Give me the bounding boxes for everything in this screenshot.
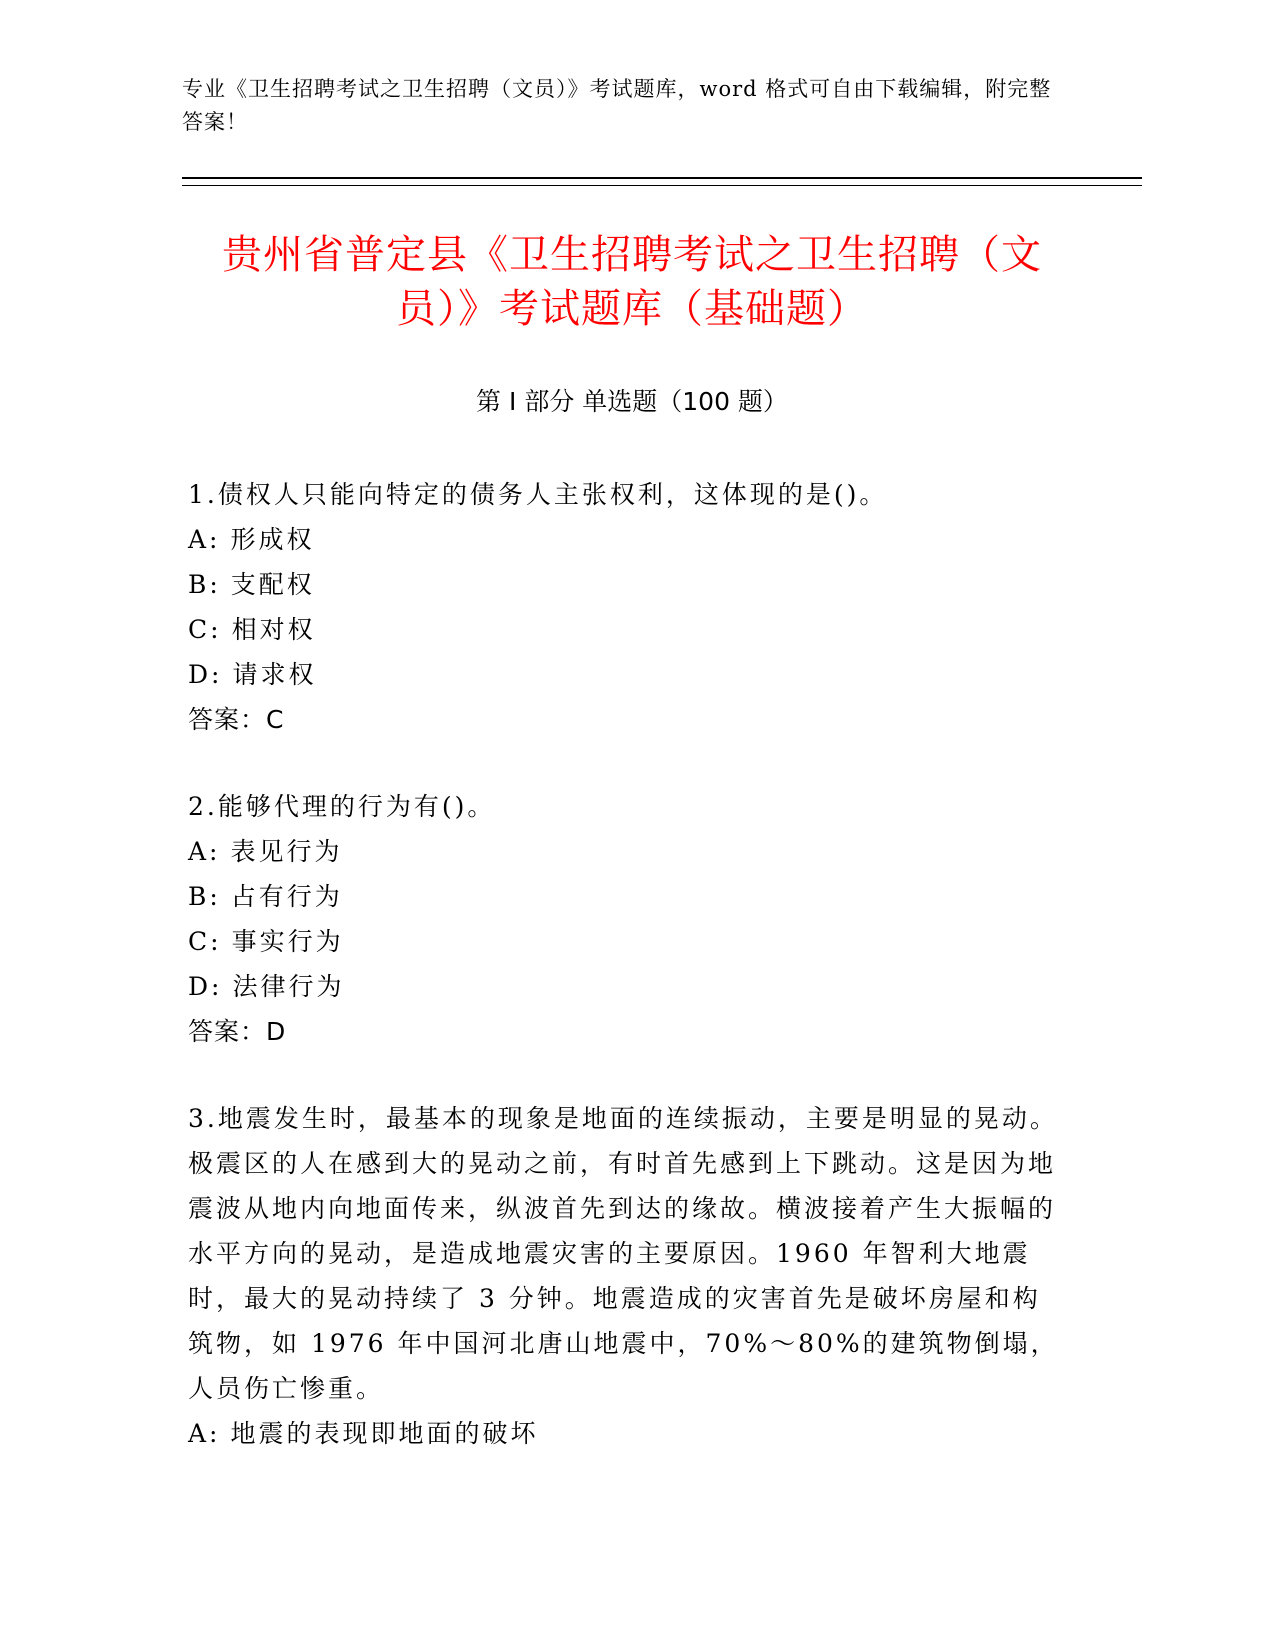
option-letter: C: — [188, 927, 222, 956]
option-a — [188, 829, 1063, 874]
question-2 — [188, 784, 1063, 1054]
option-text: 表见行为 — [230, 837, 343, 866]
option-text: 请求权 — [232, 660, 317, 689]
header-rule-thin — [182, 185, 1142, 186]
option-letter: A: — [188, 1419, 221, 1448]
answer-line: 答案：C — [188, 705, 285, 734]
option-text: 事实行为 — [231, 927, 344, 956]
option-b — [188, 874, 1063, 919]
option-letter: C: — [188, 615, 222, 644]
question-stem: 3.地震发生时，最基本的现象是地面的连续振动，主要是明显的晃动。极震区的人在感到大的晃动之前，有时首先感到上下跳动。这是因为地震波从地内向地面传来，纵波首先到达的缘故。横波接着产生大振幅的水平方向的晃动，是造成地震灾害的主要原因。1960 年智利大地震时，最大的晃动持续了 3 分钟。地震造成的灾害首先是破坏房屋和构筑物，如 1976 年中国河北唐山地震中，70%～80%的建筑物倒塌，人员伤亡惨重。 — [188, 1104, 1059, 1403]
option-text: 形成权 — [230, 525, 315, 554]
header-rule-thick — [182, 177, 1142, 179]
question-stem: 2.能够代理的行为有()。 — [188, 792, 496, 821]
question-1 — [188, 472, 1063, 742]
option-text: 支配权 — [230, 570, 315, 599]
option-d — [188, 964, 1063, 1009]
option-text: 地震的表现即地面的破坏 — [230, 1419, 539, 1448]
option-c — [188, 607, 1063, 652]
option-c — [188, 919, 1063, 964]
option-a — [188, 517, 1063, 562]
option-text: 相对权 — [231, 615, 316, 644]
option-letter: A: — [188, 837, 221, 866]
option-letter: B: — [188, 570, 221, 599]
question-list — [188, 472, 1063, 1498]
option-d — [188, 652, 1063, 697]
option-b — [188, 562, 1063, 607]
answer-line: 答案：D — [188, 1017, 287, 1046]
option-text: 占有行为 — [230, 882, 343, 911]
option-text: 法律行为 — [232, 972, 345, 1001]
option-letter: D: — [188, 972, 223, 1001]
option-a — [188, 1411, 1063, 1456]
question-stem: 1.债权人只能向特定的债务人主张权利，这体现的是()。 — [188, 480, 888, 509]
question-3 — [188, 1096, 1063, 1456]
option-letter: B: — [188, 882, 221, 911]
header-note: 专业《卫生招聘考试之卫生招聘（文员）》考试题库，word 格式可自由下载编辑，附完整答案！ — [182, 77, 1052, 134]
option-letter: A: — [188, 525, 221, 554]
document-title: 贵州省普定县《卫生招聘考试之卫生招聘（文员）》考试题库（基础题） — [222, 232, 1042, 332]
section-heading: 第 I 部分 单选题（100 题） — [476, 387, 788, 416]
option-letter: D: — [188, 660, 223, 689]
